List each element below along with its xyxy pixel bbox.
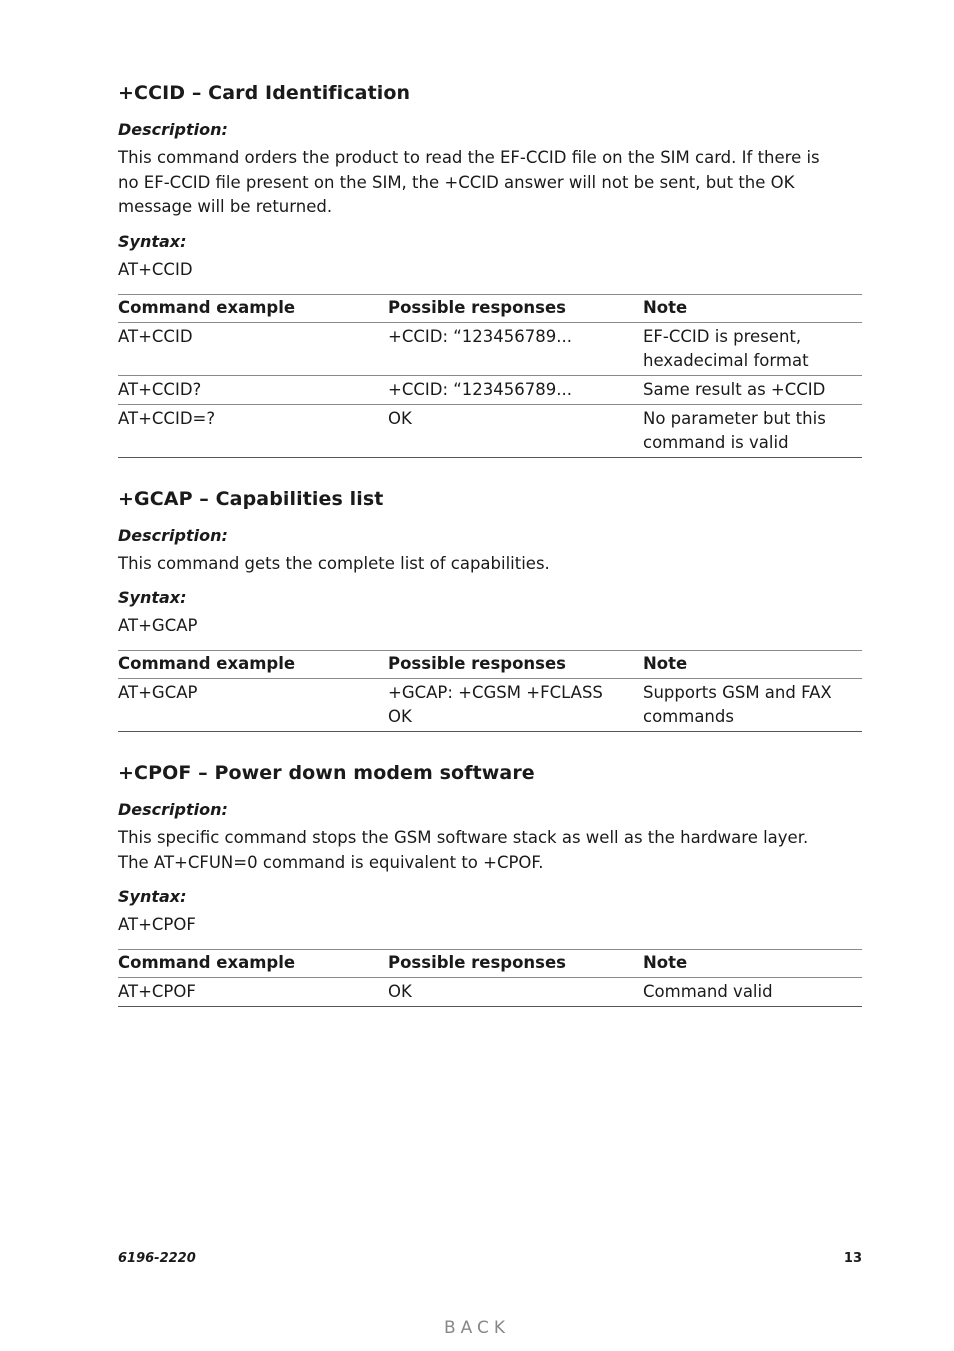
cell-command: AT+CCID? bbox=[118, 375, 388, 404]
document-code: 6196-2220 bbox=[118, 1251, 196, 1266]
response-line: OK bbox=[388, 707, 412, 726]
response-line: OK bbox=[388, 982, 412, 1001]
section-title: +GCAP – Capabilities list bbox=[118, 487, 384, 510]
note-line: Command valid bbox=[643, 982, 773, 1001]
column-header-command: Command example bbox=[118, 651, 388, 679]
description-line: message will be returned. bbox=[118, 197, 333, 216]
table-header-row bbox=[118, 651, 862, 679]
note-line: commands bbox=[643, 707, 734, 726]
description-line: This specific command stops the GSM software stack as well as the hardware layer. bbox=[118, 828, 809, 847]
command-table bbox=[118, 294, 862, 458]
cell-note bbox=[643, 322, 862, 375]
syntax-text: AT+CCID bbox=[118, 259, 193, 279]
syntax-label: Syntax: bbox=[118, 588, 187, 607]
section-title: +CCID – Card Identification bbox=[118, 82, 411, 104]
description-label: Description: bbox=[118, 525, 228, 545]
cell-note bbox=[643, 375, 862, 404]
cell-command: AT+CPOF bbox=[118, 982, 196, 1001]
table-row bbox=[118, 679, 862, 732]
cell-response bbox=[388, 322, 643, 375]
response-line: OK bbox=[388, 408, 412, 428]
column-header-note: Note bbox=[643, 950, 862, 978]
response-line: +CCID: “123456789... bbox=[388, 379, 573, 399]
column-header-responses: Possible responses bbox=[388, 294, 643, 322]
description-label: Description: bbox=[118, 120, 228, 139]
table-header-row bbox=[118, 950, 862, 978]
table-header-row bbox=[118, 294, 862, 322]
syntax-label: Syntax: bbox=[118, 887, 187, 906]
cell-note bbox=[643, 404, 862, 457]
response-line: +GCAP: +CGSM +FCLASS bbox=[388, 683, 603, 702]
section-title: +CPOF – Power down modem software bbox=[118, 762, 535, 784]
description-line: no EF-CCID file present on the SIM, the +CCID answer will not be sent, but the OK bbox=[118, 172, 795, 192]
cell-command: AT+CCID bbox=[118, 322, 388, 375]
column-header-responses: Possible responses bbox=[388, 651, 643, 679]
column-header-responses: Possible responses bbox=[388, 950, 643, 978]
cell-response bbox=[388, 375, 643, 404]
table-row bbox=[118, 322, 862, 375]
note-line: EF-CCID is present, bbox=[643, 326, 802, 346]
syntax-text: AT+CPOF bbox=[118, 915, 196, 934]
table-row bbox=[118, 404, 862, 457]
cell-response bbox=[388, 679, 643, 732]
column-header-command: Command example bbox=[118, 294, 388, 322]
back-link[interactable]: BACK bbox=[443, 1318, 510, 1338]
section-cpof bbox=[118, 758, 862, 1007]
note-line: hexadecimal format bbox=[643, 350, 809, 370]
response-line: +CCID: “123456789... bbox=[388, 326, 573, 346]
description-line: The AT+CFUN=0 command is equivalent to +CPOF. bbox=[118, 852, 544, 872]
description-line: This command gets the complete list of capabilities. bbox=[118, 553, 550, 573]
note-line: Supports GSM and FAX bbox=[643, 683, 832, 702]
note-line: command is valid bbox=[643, 432, 789, 452]
table-row bbox=[118, 978, 862, 1007]
table-row bbox=[118, 375, 862, 404]
description-text bbox=[118, 146, 862, 220]
description-text bbox=[118, 826, 862, 875]
section-gcap bbox=[118, 484, 862, 733]
cell-response bbox=[388, 978, 643, 1007]
syntax-label: Syntax: bbox=[118, 231, 187, 251]
column-header-note: Note bbox=[643, 294, 862, 322]
cell-command: AT+GCAP bbox=[118, 683, 198, 702]
command-table bbox=[118, 949, 862, 1007]
document-body bbox=[118, 78, 862, 1033]
note-line: Same result as +CCID bbox=[643, 379, 826, 399]
description-label: Description: bbox=[118, 800, 228, 819]
cell-command: AT+CCID=? bbox=[118, 408, 216, 428]
page-number: 13 bbox=[843, 1251, 862, 1266]
description-line: This command orders the product to read the EF-CCID file on the SIM card. If there is bbox=[118, 148, 820, 167]
cell-note bbox=[643, 679, 862, 732]
note-line: No parameter but this bbox=[643, 408, 826, 428]
section-ccid bbox=[118, 78, 862, 458]
column-header-command: Command example bbox=[118, 950, 388, 978]
description-text bbox=[118, 552, 862, 577]
column-header-note: Note bbox=[643, 651, 862, 679]
syntax-text: AT+GCAP bbox=[118, 616, 198, 635]
cell-note bbox=[643, 978, 862, 1007]
page-footer bbox=[118, 1249, 862, 1269]
command-table bbox=[118, 650, 862, 732]
cell-response bbox=[388, 404, 643, 457]
